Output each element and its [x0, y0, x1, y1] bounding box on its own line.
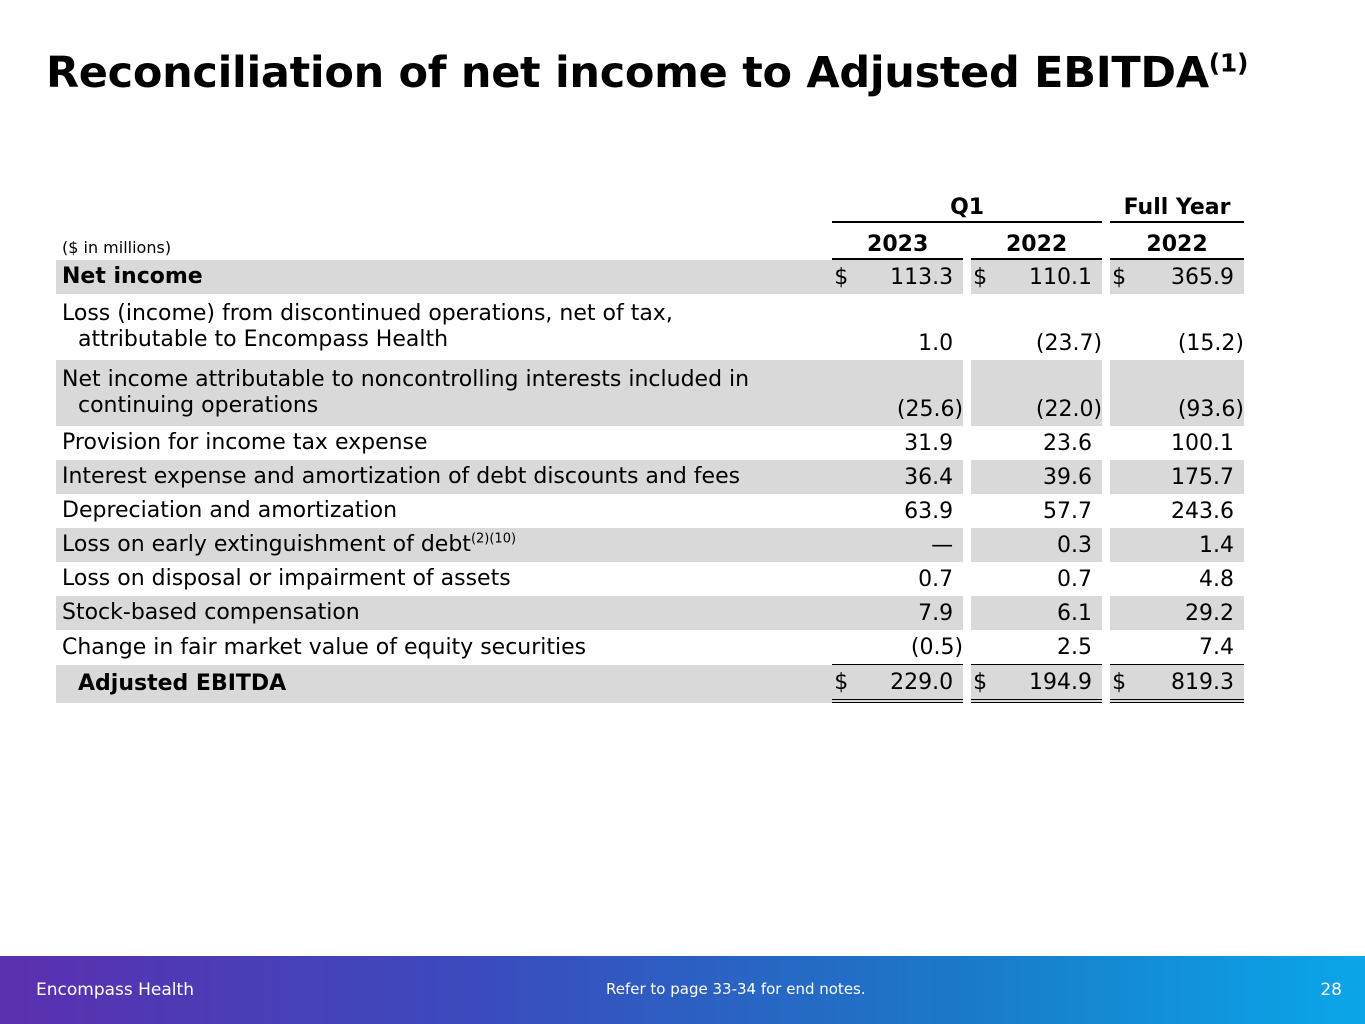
table-row — [56, 528, 1244, 562]
group-header-full-year: Full Year — [1110, 186, 1244, 223]
row-label: Net income — [56, 260, 832, 294]
row-value: 243.6 — [1171, 498, 1234, 524]
row-label-line: Net income attributable to noncontrolling interests included in — [62, 367, 750, 392]
row-label: Loss on disposal or impairment of assets — [62, 566, 511, 591]
value-cell — [971, 562, 1102, 596]
group-header-row — [56, 186, 1244, 223]
value-cell — [1110, 528, 1244, 562]
year-header-fy-2022: 2022 — [1110, 223, 1244, 260]
row-label: Adjusted EBITDA — [56, 665, 832, 703]
table-row — [56, 460, 1244, 494]
unit-label: ($ in millions) — [62, 238, 172, 257]
value-cell — [971, 294, 1102, 360]
value-cell — [1110, 426, 1244, 460]
value-cell — [832, 562, 963, 596]
row-value: 0.3 — [1057, 532, 1093, 558]
page-title — [46, 48, 1248, 98]
row-label — [56, 528, 832, 562]
title-footnote-ref: (1) — [1208, 48, 1249, 78]
row-value: 175.7 — [1171, 464, 1234, 490]
row-value: (22.0) — [1035, 397, 1103, 422]
row-value: 29.2 — [1185, 600, 1234, 626]
row-value: 36.4 — [904, 464, 954, 490]
page-number: 28 — [1320, 980, 1342, 1000]
row-label: Change in fair market value of equity securities — [62, 634, 587, 660]
row-value: 194.9 — [1029, 669, 1093, 695]
row-value: (15.2) — [1177, 331, 1244, 356]
value-cell — [832, 630, 963, 665]
row-value: 23.6 — [1043, 430, 1093, 456]
footnote-ref: (2)(10) — [470, 531, 517, 547]
value-cell — [971, 494, 1102, 528]
footer-brand: Encompass Health — [36, 980, 194, 1000]
row-value: 1.0 — [918, 331, 954, 356]
footer-note: Refer to page 33-34 for end notes. — [606, 980, 866, 998]
value-cell — [832, 596, 963, 630]
year-header-row — [56, 223, 1244, 260]
value-cell — [832, 294, 963, 360]
row-value: (93.6) — [1177, 397, 1244, 422]
currency-symbol: $ — [1112, 669, 1127, 695]
row-value: 0.7 — [918, 566, 954, 592]
currency-symbol: $ — [973, 669, 988, 695]
row-value: 63.9 — [904, 498, 954, 524]
value-cell — [832, 260, 963, 294]
row-label: Provision for income tax expense — [62, 430, 428, 455]
row-value: 0.7 — [1057, 566, 1093, 592]
currency-symbol: $ — [1112, 264, 1127, 290]
row-value: (23.7) — [1035, 331, 1103, 356]
row-value: 365.9 — [1171, 264, 1234, 290]
value-cell — [971, 460, 1102, 494]
row-label — [56, 294, 832, 360]
reconciliation-table — [56, 186, 1244, 703]
value-cell — [832, 426, 963, 460]
row-value: 7.9 — [918, 600, 954, 626]
currency-symbol: $ — [973, 264, 988, 290]
table-row — [56, 426, 1244, 460]
row-value: 1.4 — [1199, 532, 1234, 558]
table-row — [56, 294, 1244, 360]
value-cell — [1110, 596, 1244, 630]
value-cell — [832, 360, 963, 426]
value-cell — [1110, 665, 1244, 703]
row-value: 2.5 — [1057, 634, 1093, 660]
value-cell — [832, 528, 963, 562]
row-label-line: continuing operations — [78, 393, 319, 418]
value-cell — [1110, 360, 1244, 426]
value-cell — [1110, 294, 1244, 360]
row-value: 819.3 — [1171, 669, 1234, 695]
value-cell — [1110, 260, 1244, 294]
value-cell — [971, 630, 1102, 665]
value-cell — [832, 494, 963, 528]
row-value: — — [931, 532, 954, 558]
page-title-text: Reconciliation of net income to Adjusted EBITDA — [46, 48, 1209, 98]
currency-symbol: $ — [834, 669, 849, 695]
year-header-q1-2023: 2023 — [832, 223, 963, 260]
row-label — [56, 360, 832, 426]
row-label-line: attributable to Encompass Health — [78, 327, 449, 352]
footer-bar — [0, 956, 1365, 1024]
value-cell — [971, 360, 1102, 426]
group-header-q1: Q1 — [832, 186, 1102, 223]
row-value: (25.6) — [896, 397, 964, 422]
value-cell — [971, 596, 1102, 630]
value-cell — [1110, 630, 1244, 665]
table-row-total — [56, 665, 1244, 703]
row-value: (0.5) — [910, 634, 964, 660]
row-value: 6.1 — [1057, 600, 1093, 626]
row-label: Depreciation and amortization — [62, 498, 398, 523]
row-label: Interest expense and amortization of debt discounts and fees — [56, 460, 832, 494]
value-cell — [971, 665, 1102, 703]
row-label: Stock-based compensation — [56, 596, 832, 630]
table-row — [56, 494, 1244, 528]
value-cell — [832, 665, 963, 703]
value-cell — [832, 460, 963, 494]
row-label-text: Loss on early extinguishment of debt — [62, 532, 471, 557]
year-header-q1-2022: 2022 — [971, 223, 1102, 260]
value-cell — [1110, 562, 1244, 596]
value-cell — [1110, 494, 1244, 528]
value-cell — [971, 528, 1102, 562]
table-row — [56, 630, 1244, 665]
row-value: 113.3 — [890, 264, 954, 290]
table-row — [56, 260, 1244, 294]
value-cell — [1110, 460, 1244, 494]
table-row — [56, 562, 1244, 596]
row-value: 100.1 — [1171, 430, 1234, 456]
value-cell — [971, 426, 1102, 460]
row-value: 4.8 — [1199, 566, 1234, 592]
row-value: 57.7 — [1043, 498, 1093, 524]
row-label-line: Loss (income) from discontinued operations, net of tax, — [62, 301, 673, 326]
row-value: 110.1 — [1029, 264, 1093, 290]
table-row — [56, 596, 1244, 630]
currency-symbol: $ — [834, 264, 849, 290]
table-row — [56, 360, 1244, 426]
row-value: 31.9 — [904, 430, 954, 456]
row-value: 39.6 — [1043, 464, 1093, 490]
value-cell — [971, 260, 1102, 294]
row-value: 7.4 — [1199, 634, 1234, 660]
row-value: 229.0 — [890, 669, 954, 695]
